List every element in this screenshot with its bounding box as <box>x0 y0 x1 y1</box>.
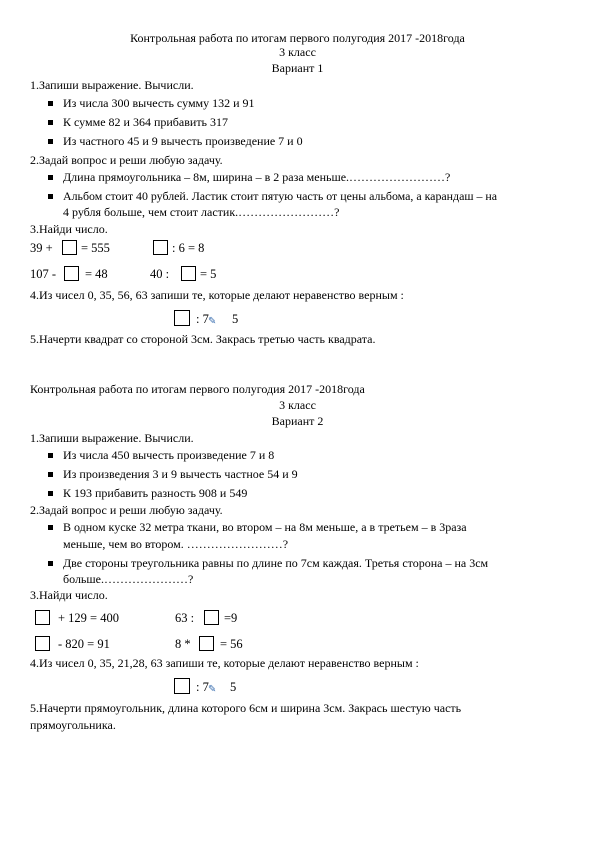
v2-task1-heading: 1.Запиши выражение. Вычисли. <box>30 431 194 445</box>
v1-task2-item-cont: 4 рубля больше, чем стоит ластик.……………………? <box>63 205 340 219</box>
v1-grade: 3 класс <box>279 45 316 59</box>
v1-eq1-right: = 555 <box>81 241 110 255</box>
answer-box[interactable] <box>199 636 214 651</box>
pencil-icon: ✎ <box>208 684 217 695</box>
v2-eq4-right: = 56 <box>220 637 243 651</box>
bullet-icon <box>48 175 53 180</box>
v2-eq4-left: 8 * <box>175 637 191 651</box>
v2-task1-item: Из произведения 3 и 9 вычесть частное 54 и 9 <box>63 467 298 481</box>
v2-ineq-divisor: : 7 <box>196 680 209 694</box>
v2-task1-item: К 193 прибавить разность 908 и 549 <box>63 486 248 500</box>
bullet-icon <box>48 472 53 477</box>
v2-task2-item-cont: больше.…………………? <box>63 572 194 586</box>
v1-task1-item: К сумме 82 и 364 прибавить 317 <box>63 115 229 129</box>
bullet-icon <box>48 525 53 530</box>
v2-eq2-right: =9 <box>224 611 238 625</box>
v2-task2-item: В одном куске 32 метра ткани, во втором – на 8м меньше, а в третьем – в 3раза <box>63 520 467 534</box>
v2-task2-item: Две стороны треугольника равны по длине по 7см каждая. Третья сторона – на 3см <box>63 556 489 570</box>
answer-box[interactable] <box>35 636 50 651</box>
answer-box[interactable] <box>64 266 79 281</box>
answer-box[interactable] <box>35 610 50 625</box>
v2-grade: 3 класс <box>279 398 316 412</box>
v2-task2-item-cont: меньше, чем во втором. ……………………? <box>63 537 289 551</box>
v2-eq2-left: 63 : <box>175 611 195 625</box>
v2-eq3-right: - 820 = 91 <box>58 637 110 651</box>
v2-task2-heading: 2.Задай вопрос и реши любую задачу. <box>30 503 223 517</box>
v1-title: Контрольная работа по итогам первого полугодия 2017 -2018года <box>130 31 465 45</box>
v1-eq3-left: 107 - <box>30 267 57 281</box>
v2-task3-heading: 3.Найди число. <box>30 588 108 602</box>
v1-ineq-number: 5 <box>232 312 239 326</box>
v1-eq1-left: 39 + <box>30 241 53 255</box>
v1-eq2-right: : 6 = 8 <box>172 241 205 255</box>
v1-eq3-right: = 48 <box>85 267 108 281</box>
v2-task5-cont: прямоугольника. <box>30 718 116 732</box>
v2-ineq-number: 5 <box>230 680 237 694</box>
bullet-icon <box>48 453 53 458</box>
v2-variant: Вариант 2 <box>271 414 324 428</box>
v1-task1-heading: 1.Запиши выражение. Вычисли. <box>30 78 194 92</box>
answer-box[interactable] <box>181 266 196 281</box>
v1-task2-item: Альбом стоит 40 рублей. Ластик стоит пятую часть от цены альбома, а карандаш – на <box>63 189 498 203</box>
v1-task4-heading: 4.Из чисел 0, 35, 56, 63 запиши те, которые делают неравенство верным : <box>30 288 404 302</box>
bullet-icon <box>48 139 53 144</box>
v2-task4-heading: 4.Из чисел 0, 35, 21,28, 63 запиши те, которые делают неравенство верным : <box>30 656 419 670</box>
v2-task1-item: Из числа 450 вычесть произведение 7 и 8 <box>63 448 275 462</box>
v2-title: Контрольная работа по итогам первого полугодия 2017 -2018года <box>30 382 365 396</box>
v1-task2-item: Длина прямоугольника – 8м, ширина – в 2 раза меньше.……………………? <box>63 170 451 184</box>
answer-box[interactable] <box>174 310 190 326</box>
answer-box[interactable] <box>204 610 219 625</box>
bullet-icon <box>48 194 53 199</box>
answer-box[interactable] <box>62 240 77 255</box>
answer-box[interactable] <box>153 240 168 255</box>
v1-ineq-divisor: : 7 <box>196 312 209 326</box>
v2-eq1-right: + 129 = 400 <box>58 611 119 625</box>
bullet-icon <box>48 561 53 566</box>
v2-task5-heading: 5.Начерти прямоугольник, длина которого 6см и ширина 3см. Закрась шестую часть <box>30 701 462 715</box>
bullet-icon <box>48 101 53 106</box>
bullet-icon <box>48 491 53 496</box>
pencil-icon: ✎ <box>208 316 217 327</box>
v1-eq4-left: 40 : <box>150 267 170 281</box>
v1-eq4-right: = 5 <box>200 267 217 281</box>
answer-box[interactable] <box>174 678 190 694</box>
v1-task1-item: Из числа 300 вычесть сумму 132 и 91 <box>63 96 255 110</box>
v1-task2-heading: 2.Задай вопрос и реши любую задачу. <box>30 153 223 167</box>
bullet-icon <box>48 120 53 125</box>
v1-variant: Вариант 1 <box>271 61 324 75</box>
v1-task3-heading: 3.Найди число. <box>30 222 108 236</box>
v1-task5-heading: 5.Начерти квадрат со стороной 3см. Закрась третью часть квадрата. <box>30 332 376 346</box>
v1-task1-item: Из частного 45 и 9 вычесть произведение 7 и 0 <box>63 134 303 148</box>
